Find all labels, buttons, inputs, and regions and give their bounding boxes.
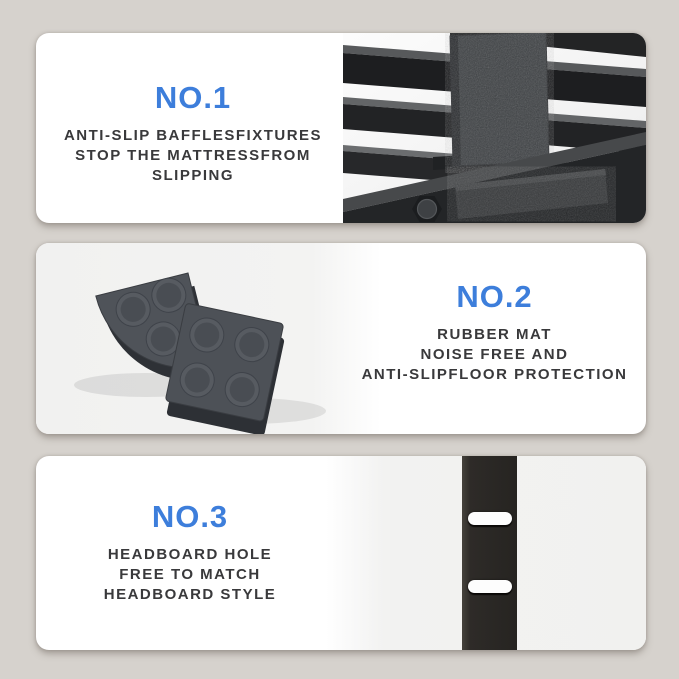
feature-line: HEADBOARD STYLE xyxy=(103,586,277,603)
feature-card-3 xyxy=(36,456,646,650)
bed-frame-anti-slip-baffle-photo xyxy=(343,33,646,223)
feature-number-2: NO.2 xyxy=(456,279,533,314)
feature-line: SLIPPING xyxy=(151,167,234,184)
feature-line: HEADBOARD HOLE xyxy=(107,546,273,563)
feature-line: FREE TO MATCH xyxy=(119,566,261,583)
feature-line: RUBBER MAT xyxy=(437,326,552,343)
headboard-hole-slot xyxy=(468,580,512,593)
feature-card-2-text xyxy=(347,280,642,385)
feature-line: ANTI-SLIPFLOOR PROTECTION xyxy=(361,366,628,383)
feature-card-1-text xyxy=(43,81,343,186)
feature-number-3: NO.3 xyxy=(151,499,229,534)
feature-line: STOP THE MATTRESSFROM xyxy=(75,147,311,164)
feature-card-1 xyxy=(36,33,646,223)
feature-card-2 xyxy=(36,243,646,434)
feature-line: NOISE FREE AND xyxy=(420,346,569,363)
rubber-mat-pieces-photo xyxy=(36,243,381,434)
headboard-hole-slot xyxy=(468,512,512,525)
feature-number-1: NO.1 xyxy=(154,80,232,115)
headboard-bar xyxy=(462,456,517,650)
feature-card-3-text xyxy=(40,500,340,605)
feature-line: ANTI-SLIP BAFFLESFIXTURES xyxy=(63,127,323,144)
